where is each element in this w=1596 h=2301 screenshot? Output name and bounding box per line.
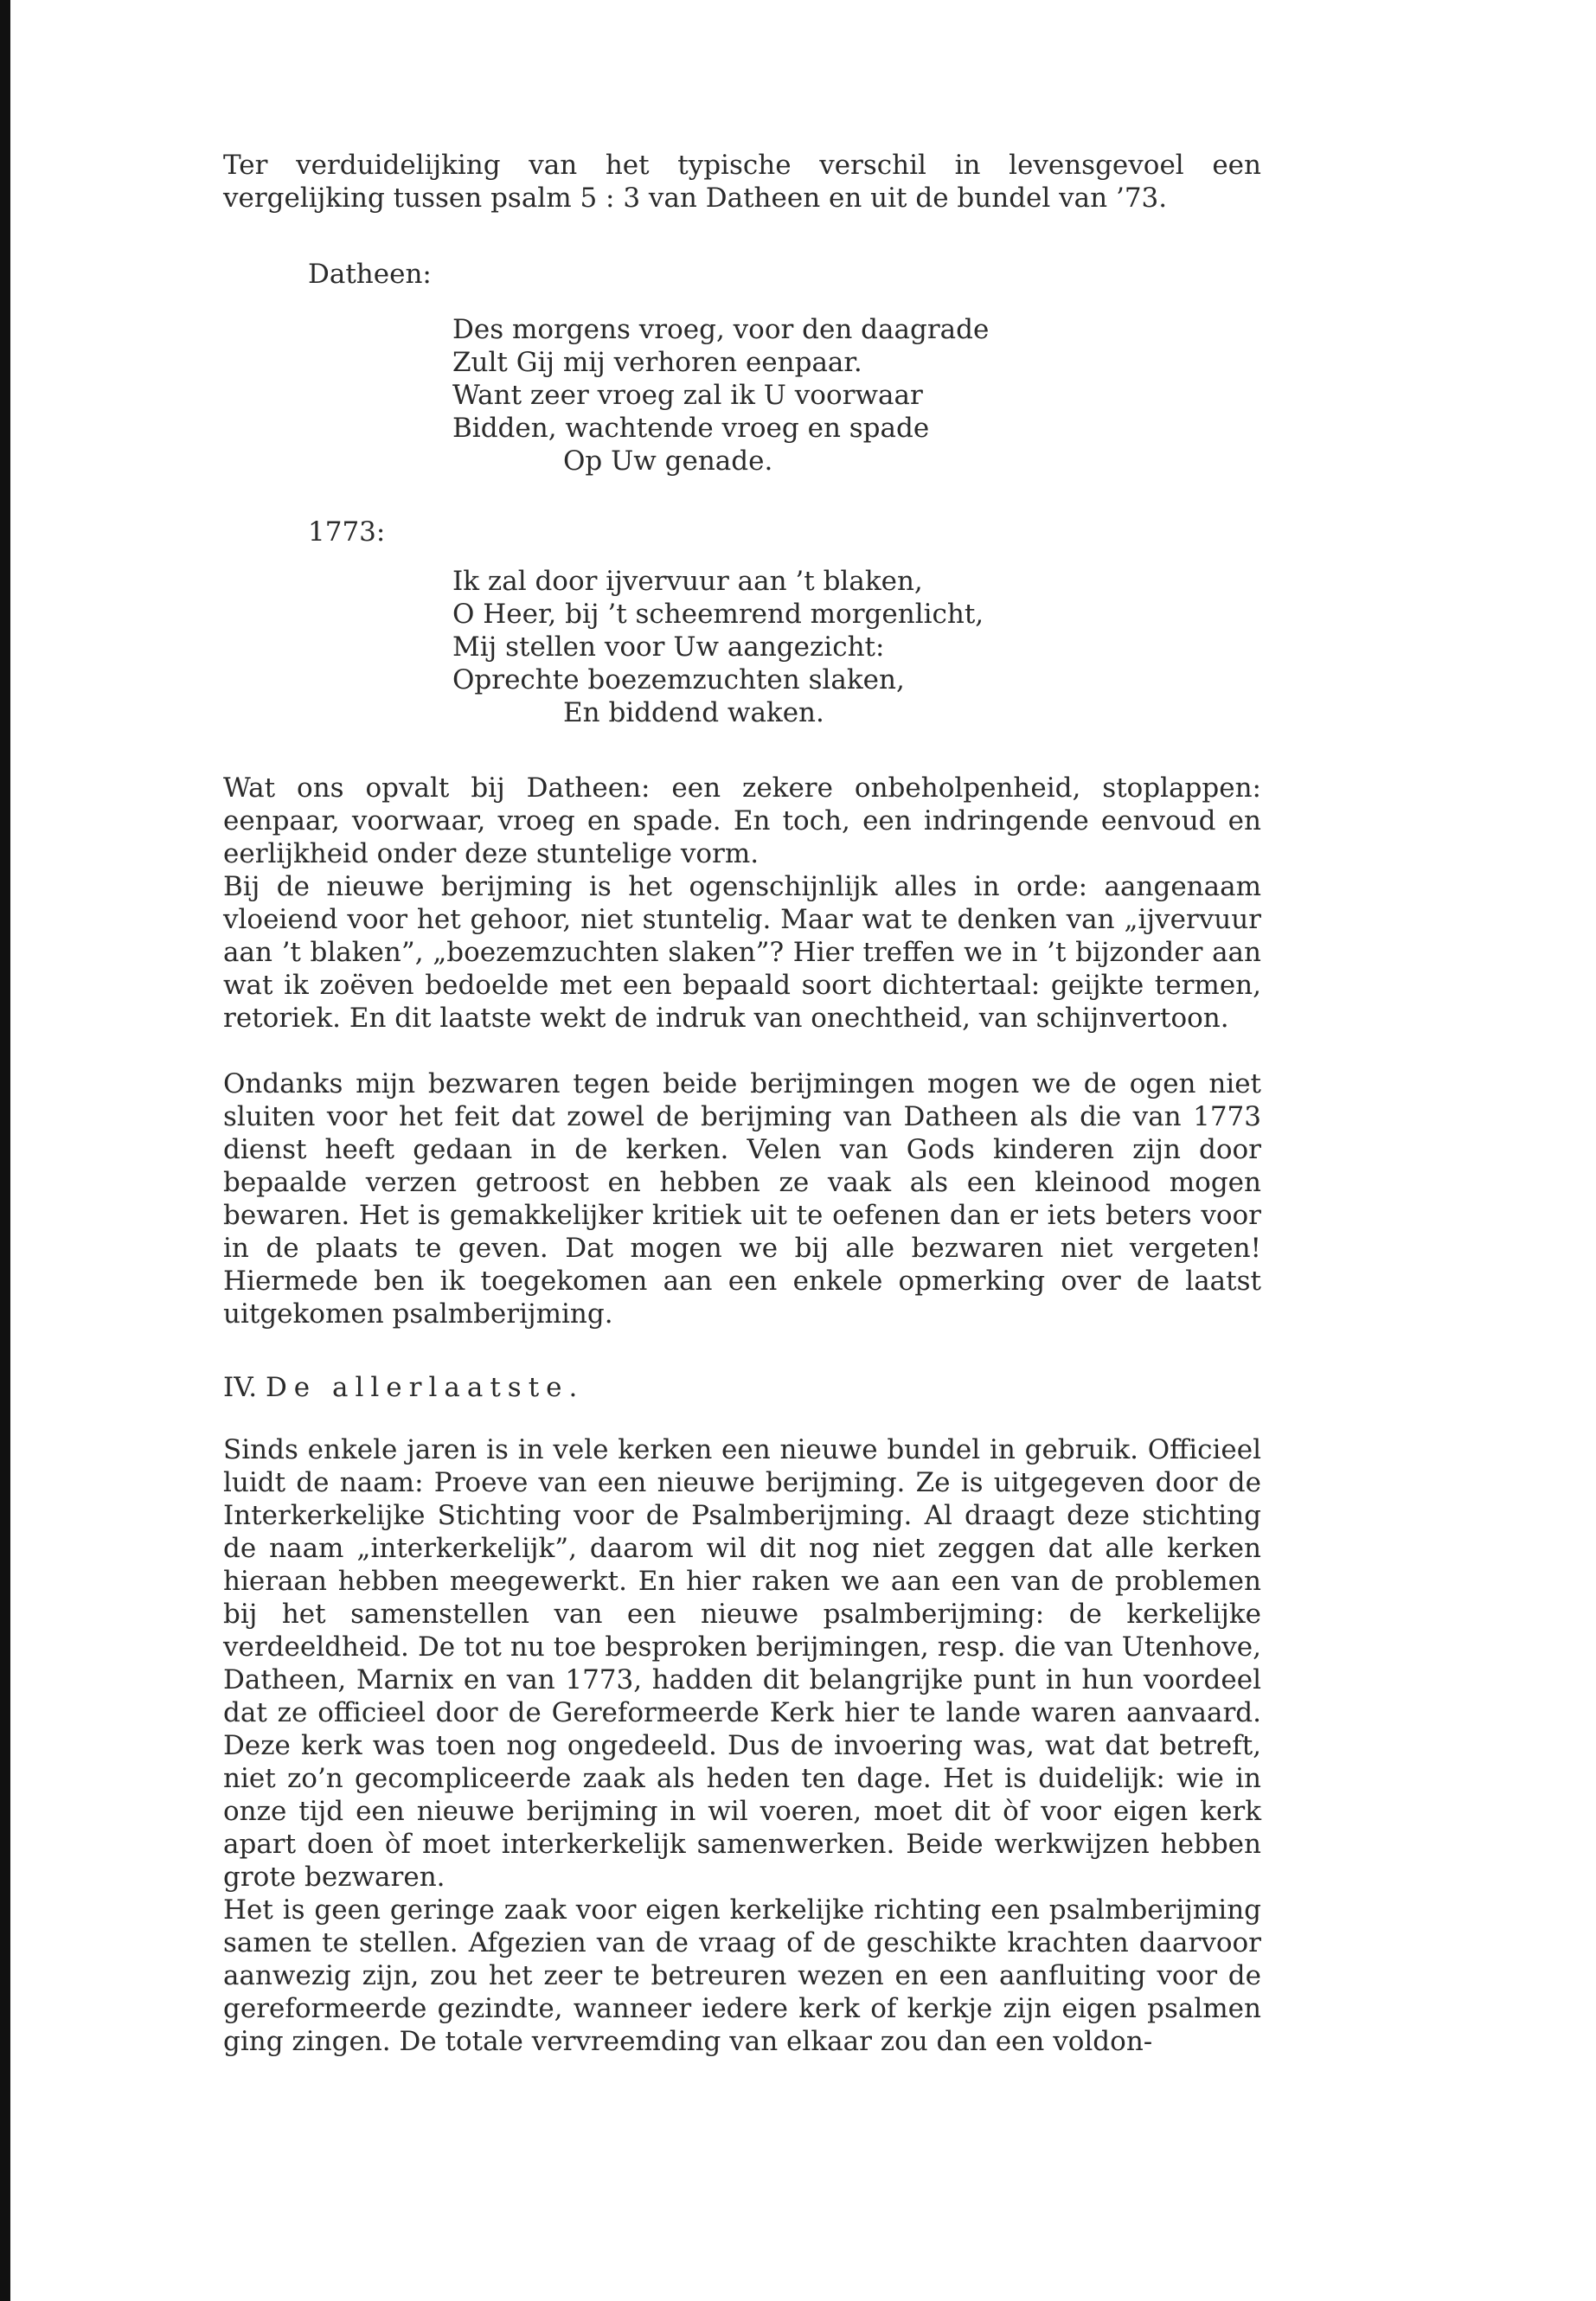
verse-line: Want zeer vroeg zal ik U voorwaar	[452, 380, 923, 411]
bundel1773-label: 1773:	[308, 516, 386, 548]
verse-line: Ik zal door ijvervuur aan ’t blaken,	[452, 566, 923, 597]
section-number: IV.	[223, 1372, 258, 1403]
scan-binding-edge	[0, 0, 10, 2301]
bundel1773-verse	[452, 565, 984, 729]
verse-line: Zult Gij mij verhoren eenpaar.	[452, 347, 862, 378]
paragraph-new-rhyming: Bij de nieuwe berijming is het ogenschijnlijk alles in orde: aangenaam vloeiend voor het gehoor, niet stuntelig. Maar wat te denken van „ijvervuur aan ’t blaken”, „boezemzuchten slaken”? Hier treffen we in ’t bijzonder aan wat ik zoëven bedoelde met een bepaald soort dichtertaal: geijkte termen, retoriek. En dit laatste wekt de indruk van onechtheid, van schijnvertoon.	[223, 871, 1261, 1034]
section-heading	[223, 1371, 584, 1404]
paragraph-datheen-remarks: Wat ons opvalt bij Datheen: een zekere onbeholpenheid, stoplappen: eenpaar, voorwaar, vroeg en spade. En toch, een indringende eenvoud en eerlijkheid onder deze stuntelige vorm.	[223, 772, 1261, 869]
verse-line: Op Uw genade.	[563, 445, 773, 477]
verse-line: Des morgens vroeg, voor den daagrade	[452, 314, 990, 345]
intro-paragraph: Ter verduidelijking van het typische verschil in levensgevoel een vergelijking tussen psalm 5 : 3 van Datheen en uit de bundel van ’73.	[223, 150, 1261, 214]
verse-line: O Heer, bij ’t scheemrend morgenlicht,	[452, 599, 984, 630]
verse-line: Oprechte boezemzuchten slaken,	[452, 664, 905, 695]
paragraph-new-bundle: Sinds enkele jaren is in vele kerken een nieuwe bundel in gebruik. Officieel luidt de naam: Proeve van een nieuwe berijming. Ze is uitgegeven door de Interkerkelijke Stichting voor de Psalmberijming. Al draagt deze stichting de naam „interkerkelijk”, daarom wil dit nog niet zeggen dat alle kerken hieraan hebben meegewerkt. En hier raken we aan een van de problemen bij het samenstellen van een nieuwe psalmberijming: de kerkelijke verdeeldheid. De tot nu toe besproken berijmingen, resp. die van Utenhove, Datheen, Marnix en van 1773, hadden dit belangrijke punt in hun voordeel dat ze officieel door de Gereformeerde Kerk hier te lande waren aanvaard. Deze kerk was toen nog ongedeeld. Dus de invoering was, wat dat betreft, niet zo’n gecompliceerde zaak als heden ten dage. Het is duidelijk: wie in onze tijd een nieuwe berijming in wil voeren, moet dit òf voor eigen kerk apart doen òf moet interkerkelijk samenwerken. Beide werkwijzen hebben grote bezwaren.	[223, 1434, 1261, 1893]
datheen-label: Datheen:	[308, 259, 432, 290]
paragraph-own-church: Het is geen geringe zaak voor eigen kerkelijke richting een psalmberijming samen te stellen. Afgezien van de vraag of de geschikte krachten daarvoor aanwezig zijn, zou het zeer te betreuren wezen en een aanfluiting voor de gereformeerde gezindte, wanneer iedere kerk of kerkje zijn eigen psalmen ging zingen. De totale vervreemding van elkaar zou dan een voldon-	[223, 1894, 1261, 2057]
verse-line: Mij stellen voor Uw aangezicht:	[452, 631, 885, 663]
paragraph-objections: Ondanks mijn bezwaren tegen beide berijmingen mogen we de ogen niet sluiten voor het feit dat zowel de berijming van Datheen als die van 1773 dienst heeft gedaan in de kerken. Velen van Gods kinderen zijn door bepaalde verzen getroost en hebben ze vaak als een kleinood mogen bewaren. Het is gemakkelijker kritiek uit te oefenen dan er iets beters voor in de plaats te geven. Dat mogen we bij alle bezwaren niet vergeten! Hiermede ben ik toegekomen aan een enkele opmerking over de laatst uitgekomen psalmberijming.	[223, 1068, 1261, 1330]
verse-line: Bidden, wachtende vroeg en spade	[452, 413, 930, 444]
verse-line: En biddend waken.	[563, 697, 824, 728]
datheen-verse	[452, 313, 989, 478]
section-title: De allerlaatste.	[265, 1372, 585, 1403]
